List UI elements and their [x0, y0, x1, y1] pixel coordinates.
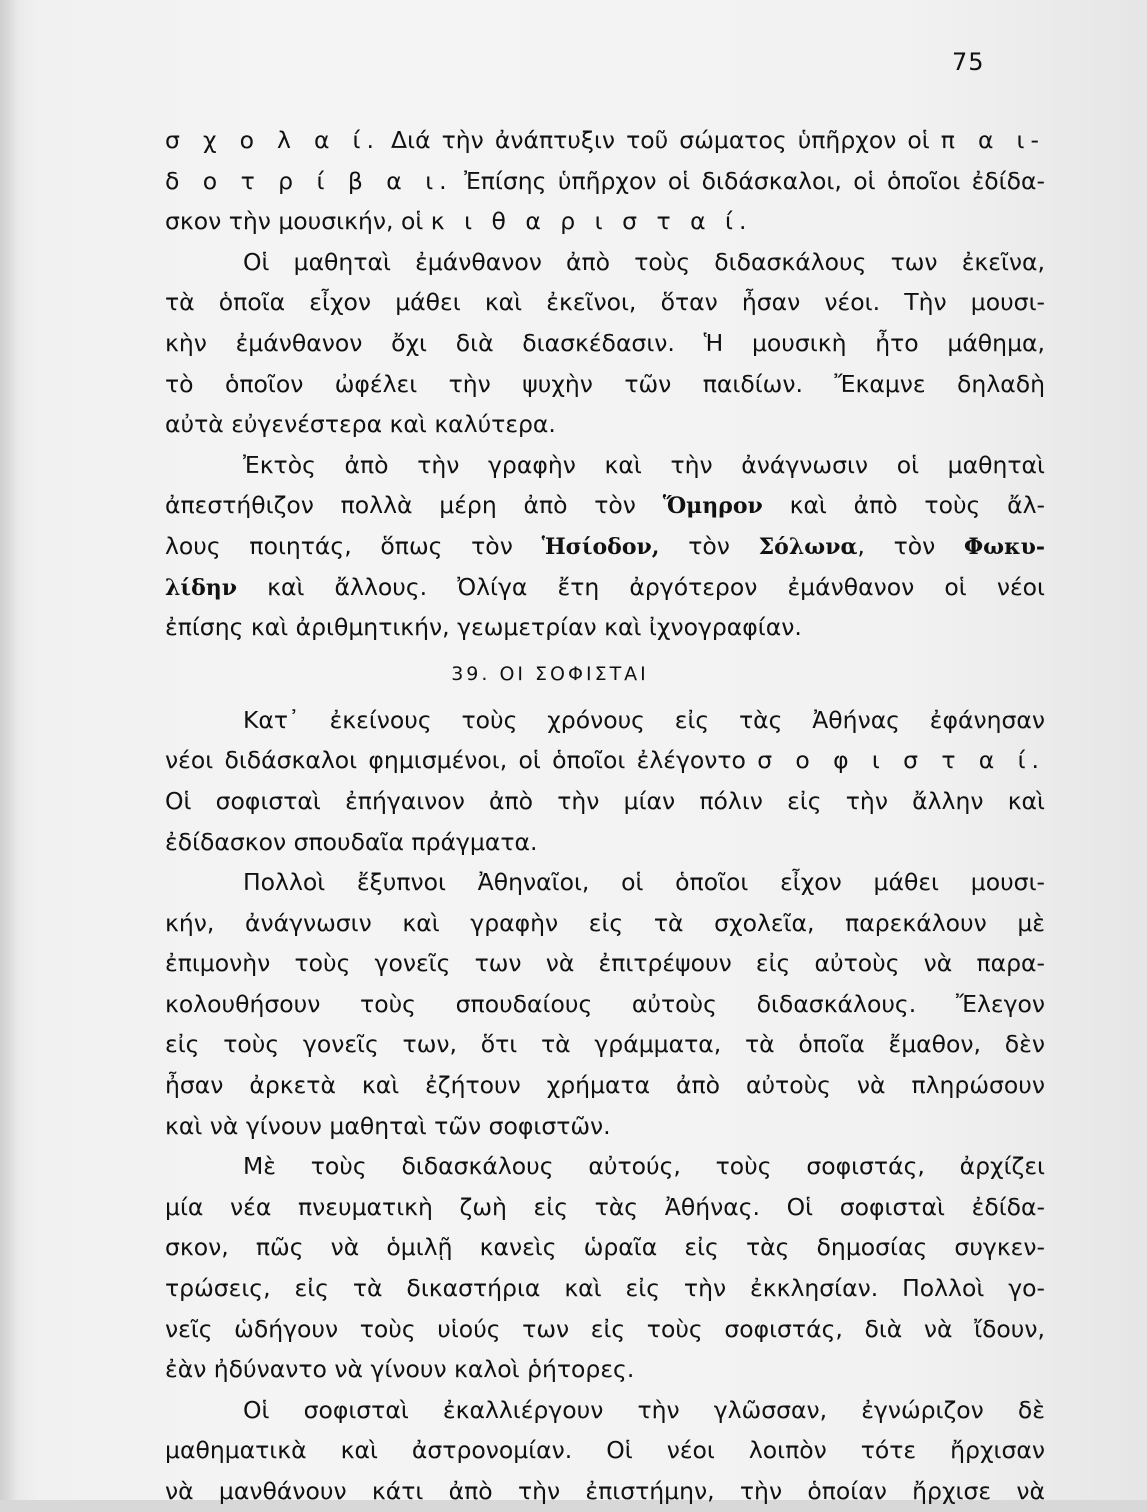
- text-line: Οἱ σοφισταὶ ἐπήγαινον ἀπὸ τὴν μίαν πόλιν εἰς τὴν ἄλλην καὶ: [165, 786, 1045, 815]
- text-line: κολουθήσουν τοὺς σπουδαίους αὐτοὺς διδασκάλους. Ἔλεγον: [165, 989, 1045, 1018]
- text-line: ἐπιμονὴν τοὺς γονεῖς των νὰ ἐπιτρέψουν εἰς αὐτοὺς νὰ παρα-: [165, 949, 1045, 978]
- name-phocylides: Φωκυ-: [964, 533, 1045, 560]
- text-line: σ χ ο λ α ί. Διά τὴν ἀνάπτυξιν τοῦ σώματος ὑπῆρχον οἱ π α ι-: [165, 126, 1045, 154]
- page-edge-shadow: [0, 0, 18, 1500]
- text-line: ἦσαν ἀρκετὰ καὶ ἐζήτουν χρήματα ἀπὸ αὐτοὺς νὰ πληρώσουν: [165, 1071, 1045, 1100]
- text-line: νὰ μανθάνουν κάτι ἀπὸ τὴν ἐπιστήμην, τὴν ὁποίαν ἤρχισε νὰ: [165, 1477, 1045, 1505]
- text-line: αὐτὰ εὐγενέστερα καὶ καλύτερα.: [165, 410, 556, 439]
- text-line: σκον τὴν μουσικήν, οἱ κ ι θ α ρ ι σ τ α ί.: [165, 207, 753, 236]
- text-line: δ ο τ ρ ί β α ι. Ἐπίσης ὑπῆρχον οἱ διδάσκαλοι, οἱ ὁποῖοι ἐδίδα-: [165, 166, 1045, 195]
- text-line: ἐδίδασκον σπουδαῖα πράγματα.: [165, 827, 538, 856]
- text-line: Οἱ σοφισταὶ ἐκαλλιέργουν τὴν γλῶσσαν, ἐγνώριζον δὲ: [243, 1395, 1045, 1424]
- text-line: Ἐκτὸς ἀπὸ τὴν γραφὴν καὶ τὴν ἀνάγνωσιν οἱ μαθηταὶ: [243, 450, 1045, 479]
- text-line: λίδην καὶ ἄλλους. Ὀλίγα ἔτη ἀργότερον ἐμάνθανον οἱ νέοι: [165, 572, 1045, 601]
- section-heading: 39. ΟΙ ΣΟΦΙΣΤΑΙ: [451, 662, 649, 685]
- text-line: Πολλοὶ ἔξυπνοι Ἀθηναῖοι, οἱ ὁποῖοι εἶχον μάθει μουσι-: [243, 868, 1045, 897]
- name-homer: Ὅμηρον: [662, 493, 763, 520]
- page-number: 75: [952, 48, 985, 76]
- text-line: καὶ νὰ γίνουν μαθηταὶ τῶν σοφιστῶν.: [165, 1111, 611, 1140]
- text-line: εἰς τοὺς γονεῖς των, ὅτι τὰ γράμματα, τὰ ὁποῖα ἔμαθον, δὲν: [165, 1030, 1045, 1059]
- text-line: νέοι διδάσκαλοι φημισμένοι, οἱ ὁποῖοι ἐλέγοντο σ ο φ ι σ τ α ί.: [165, 746, 1045, 775]
- text-line: νεῖς ὡδήγουν τοὺς υἱούς των εἰς τοὺς σοφιστάς, διὰ νὰ ἴδουν,: [165, 1314, 1045, 1343]
- text-line: Οἱ μαθηταὶ ἐμάνθανον ἀπὸ τοὺς διδασκάλους των ἐκεῖνα,: [243, 247, 1045, 276]
- name-solon: Σόλωνα: [758, 533, 858, 560]
- text-line: ἐπίσης καὶ ἀριθμητικήν, γεωμετρίαν καὶ ἰχνογραφίαν.: [165, 613, 802, 642]
- text-line: κὴν ἐμάνθανον ὄχι διὰ διασκέδασιν. Ἡ μουσικὴ ἦτο μάθημα,: [165, 328, 1045, 357]
- name-hesiod: Ἡσίοδον,: [541, 533, 660, 560]
- text-line: ἐὰν ἠδύναντο νὰ γίνουν καλοὶ ῥήτορες.: [165, 1355, 635, 1384]
- text-line: σκον, πῶς νὰ ὁμιλῇ κανεὶς ὡραῖα εἰς τὰς δημοσίας συγκεν-: [165, 1233, 1045, 1262]
- text-line: ἀπεστήθιζον πολλὰ μέρη ἀπὸ τὸν Ὅμηρον καὶ ἀπὸ τοὺς ἄλ-: [165, 491, 1045, 520]
- text-line: κήν, ἀνάγνωσιν καὶ γραφὴν εἰς τὰ σχολεῖα, παρεκάλουν μὲ: [165, 908, 1045, 937]
- text-line: τρώσεις, εἰς τὰ δικαστήρια καὶ εἰς τὴν ἐκκλησίαν. Πολλοὶ γο-: [165, 1274, 1045, 1303]
- text-line: τὰ ὁποῖα εἶχον μάθει καὶ ἐκεῖνοι, ὅταν ἦσαν νέοι. Τὴν μουσι-: [165, 288, 1045, 317]
- text-line: Μὲ τοὺς διδασκάλους αὐτούς, τοὺς σοφιστάς, ἀρχίζει: [243, 1152, 1045, 1181]
- text-line: Κατ᾽ ἐκείνους τοὺς χρόνους εἰς τὰς Ἀθήνας ἐφάνησαν: [243, 705, 1045, 734]
- text-line: τὸ ὁποῖον ὠφέλει τὴν ψυχὴν τῶν παιδίων. Ἔκαμνε δηλαδὴ: [165, 369, 1045, 398]
- text-line: μία νέα πνευματικὴ ζωὴ εἰς τὰς Ἀθήνας. Οἱ σοφισταὶ ἐδίδα-: [165, 1192, 1045, 1221]
- text-line: λους ποιητάς, ὅπως τὸν Ἡσίοδον, τὸν Σόλωνα, τὸν Φωκυ-: [165, 531, 1045, 560]
- text-line: μαθηματικὰ καὶ ἀστρονομίαν. Οἱ νέοι λοιπὸν τότε ἤρχισαν: [165, 1436, 1045, 1465]
- page-body-text: [165, 120, 1045, 1512]
